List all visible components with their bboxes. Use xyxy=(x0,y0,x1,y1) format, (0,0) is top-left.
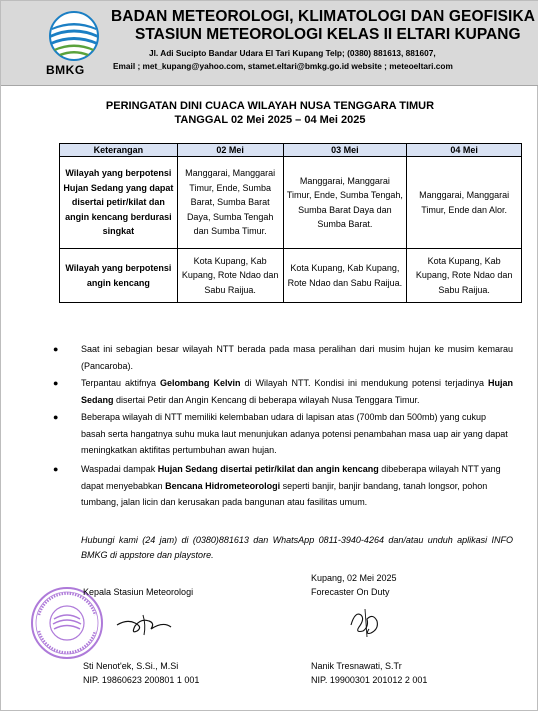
contact-note: Hubungi kami (24 jam) di (0380)881613 dan WhatsApp 0811-3940-4264 dan/atau unduh aplikasi INFO BMKG di appstore dan playstore. xyxy=(81,535,513,560)
address-line: Jl. Adi Sucipto Bandar Udara El Tari Kupang Telp; (0380) 881613, 881607, xyxy=(149,48,436,58)
bullet-icon: ● xyxy=(53,464,59,474)
list-item xyxy=(53,461,513,513)
bullet-text: Saat ini sebagian besar wilayah NTT berada pada masa peralihan dari musim hujan ke musim kemarau (Pancaroba). xyxy=(81,344,513,371)
bullet-text: Beberapa wilayah di NTT memiliki kelembaban udara di lapisan atas (700mb dan 500mb) yang cukup basah serta hangatnya suhu muka laut menunjukan adanya potensi penambahan masa uap air yang dapat meningkatkan aktifitas pertumbuhan awan hujan. xyxy=(81,412,508,455)
column-header: 04 Mei xyxy=(407,144,522,157)
table-row xyxy=(60,157,522,249)
left-signer-role: Kepala Stasiun Meteorologi xyxy=(83,587,194,597)
text-run-bold: Hujan Sedang disertai petir/kilat dan angin kencang xyxy=(157,464,379,474)
left-signer-nip: NIP. 19860623 200801 1 001 xyxy=(83,675,200,685)
text-run: Terpantau aktifnya xyxy=(81,378,161,388)
text-run: seperti banjir, banjir bandang, tanah longsor, pohon tumbang, jalan licin dan kerusakan pada bangunan atau fasilitas umum. xyxy=(81,480,488,507)
bullet-icon: ● xyxy=(53,344,59,354)
table-cell: Manggarai, Manggarai Timur, Ende, Sumba Barat, Sumba Barat Daya, Sumba Tengah dan Sumba Timur. xyxy=(177,157,283,249)
right-signer-role: Forecaster On Duty xyxy=(311,587,390,597)
warning-table xyxy=(59,143,522,303)
right-signer-nip: NIP. 19900301 201012 2 001 xyxy=(311,675,428,685)
table-cell: Kota Kupang, Kab Kupang, Rote Ndao dan Sabu Raijua. xyxy=(407,249,522,303)
list-item xyxy=(53,375,513,409)
contact-line: Email ; met_kupang@yahoo.com, stamet.eltari@bmkg.go.id website ; meteoeltari.com xyxy=(113,61,453,71)
column-header: Keterangan xyxy=(60,144,178,157)
right-signature-icon xyxy=(345,605,385,641)
place-date: Kupang, 02 Mei 2025 xyxy=(311,573,397,583)
text-run: Waspadai dampak xyxy=(81,464,158,474)
text-run-bold: Gelombang Kelvin xyxy=(160,378,241,388)
table-cell: Manggarai, Manggarai Timur, Ende, Sumba Tengah, Sumba Barat Daya dan Sumba Barat. xyxy=(283,157,407,249)
right-signer-name: Nanik Tresnawati, S.Tr xyxy=(311,661,402,671)
row-label: Wilayah yang berpotensi angin kencang xyxy=(60,249,178,303)
text-run: di Wilayah NTT. Kondisi ini mendukung potensi terjadinya xyxy=(240,378,488,388)
text-run: dibeberapa wilayah NTT yang dapat menyebabkan xyxy=(81,464,501,491)
org-name-line1: BADAN METEOROLOGI, KLIMATOLOGI DAN GEOFISIKA xyxy=(111,8,536,25)
letterhead xyxy=(1,1,538,86)
table-row xyxy=(60,249,522,303)
table-header-row xyxy=(60,144,522,157)
left-signature-icon xyxy=(113,609,175,639)
document-date-range: TANGGAL 02 Mei 2025 – 04 Mei 2025 xyxy=(174,114,366,126)
table-cell: Kota Kupang, Kab Kupang, Rote Ndao dan Sabu Raijua. xyxy=(177,249,283,303)
document-title: PERINGATAN DINI CUACA WILAYAH NUSA TENGGARA TIMUR xyxy=(105,100,435,112)
bullet-text xyxy=(81,375,513,408)
left-signer-name: Sti Nenot'ek, S.Si., M.Si xyxy=(83,661,179,671)
bullet-text xyxy=(81,461,513,511)
text-run-bold: Bencana Hidrometeorologi xyxy=(165,480,281,491)
bullet-icon: ● xyxy=(53,412,59,422)
column-header: 03 Mei xyxy=(283,144,407,157)
text-run-bold: Hujan Sedang xyxy=(81,378,513,405)
table-cell: Manggarai, Manggarai Timur, Ende dan Alor. xyxy=(407,157,522,249)
table-cell: Kota Kupang, Kab Kupang, Rote Ndao dan Sabu Raijua. xyxy=(283,249,407,303)
logo-text: BMKG xyxy=(46,63,85,77)
org-name-line2: STASIUN METEOROLOGI KELAS II ELTARI KUPANG xyxy=(135,26,521,43)
text-run: disertai Petir dan Angin Kencang di beberapa wilayah Nusa Tenggara Timur. xyxy=(113,394,420,405)
row-label: Wilayah yang berpotensi Hujan Sedang yang dapat disertai petir/kilat dan angin kencang berdurasi singkat xyxy=(60,157,178,249)
column-header: 02 Mei xyxy=(177,144,283,157)
list-item xyxy=(53,341,513,375)
bullet-icon: ● xyxy=(53,378,59,388)
list-item xyxy=(53,409,513,461)
